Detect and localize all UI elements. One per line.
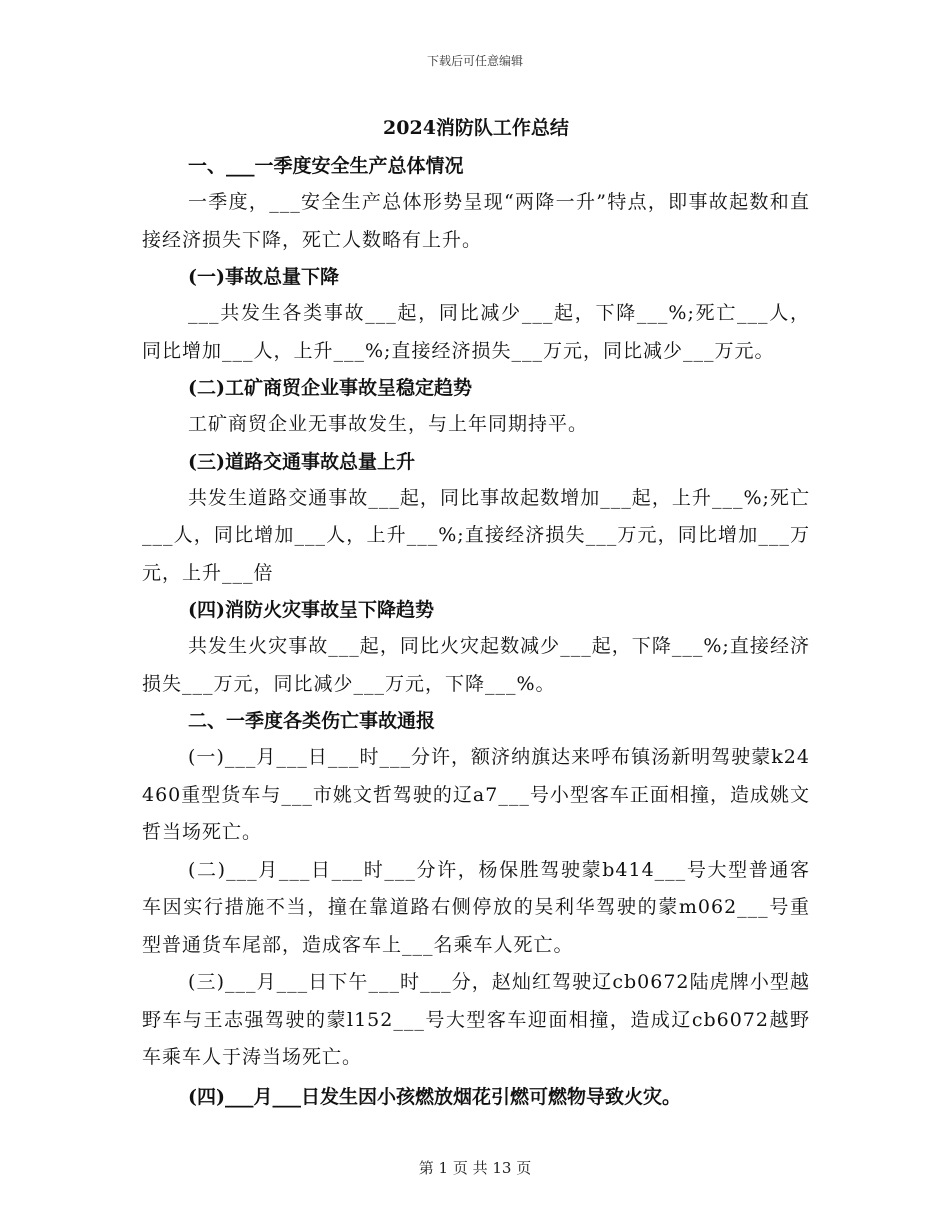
page-title: 2024消防队工作总结 <box>383 117 569 139</box>
subsection-1-heading: (一)事故总量下降 <box>188 266 339 288</box>
document-body <box>142 108 810 1117</box>
subsection-1-text: ___共发生各类事故___起，同比减少___起，下降___%;死亡___人，同比增加___人，上升___%;直接经济损失___万元，同比减少___万元。 <box>142 302 810 362</box>
header-note: 下载后可任意编辑 <box>426 54 523 68</box>
page-footer: 第 1 页 共 13 页 <box>418 1159 532 1177</box>
subsection-2-heading: (二)工矿商贸企业事故呈稳定趋势 <box>188 377 472 399</box>
section-2-paragraph-2: (二)___月___日___时___分许，杨保胜驾驶蒙b414___号大型普通客车因实行措施不当，撞在靠道路右侧停放的吴利华驾驶的蒙m062___号重型普通货车尾部，造成客车上___名乘车人死亡。 <box>142 858 810 956</box>
section-2-paragraph-4: (四)___月___日发生因小孩燃放烟花引燃可燃物导致火灾。 <box>188 1085 681 1108</box>
subsection-4-heading: (四)消防火灾事故呈下降趋势 <box>188 599 434 621</box>
section-1-intro: 一季度，___安全生产总体形势呈现“两降一升”特点，即事故起数和直接经济损失下降，死亡人数略有上升。 <box>142 191 810 251</box>
subsection-3-text: 共发生道路交通事故___起，同比事故起数增加___起，上升___%;死亡___人，同比增加___人，上升___%;直接经济损失___万元，同比增加___万元，上升___倍 <box>142 486 810 584</box>
subsection-2-text: 工矿商贸企业无事故发生，与上年同期持平。 <box>188 413 589 435</box>
subsection-4-text: 共发生火灾事故___起，同比火灾起数减少___起，下降___%;直接经济损失___万元，同比减少___万元，下降___%。 <box>142 635 810 695</box>
section-2-heading: 二、一季度各类伤亡事故通报 <box>188 710 436 732</box>
section-2-paragraph-1: (一)___月___日___时___分许，额济纳旗达来呼布镇汤新明驾驶蒙k24460重型货车与___市姚文哲驾驶的辽a7___号小型客车正面相撞，造成姚文哲当场死亡。 <box>142 746 810 843</box>
section-2-paragraph-3: (三)___月___日下午___时___分，赵灿红驾驶辽cb0672陆虎牌小型越野车与王志强驾驶的蒙l152___号大型客车迎面相撞，造成辽cb6072越野车乘车人于涛当场死亡。 <box>142 971 810 1068</box>
subsection-3-heading: (三)道路交通事故总量上升 <box>188 450 415 473</box>
section-1-heading: 一、___一季度安全生产总体情况 <box>188 155 464 177</box>
